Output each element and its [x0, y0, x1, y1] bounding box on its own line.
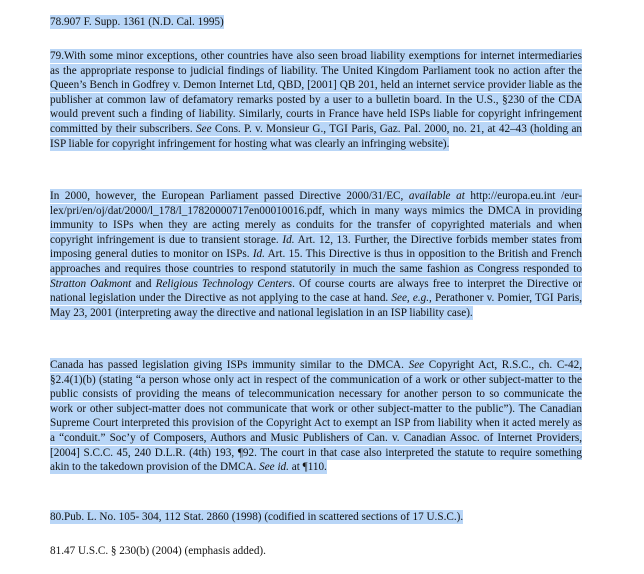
text-run: Art. 15. This Directive is thus in opposition to the British and French approaches and requires those countries to respond statutorily in much the same fashion as Congress responded to [50, 248, 582, 275]
paragraph-european-directive-text[interactable] [50, 189, 582, 320]
footnote-78 [50, 15, 582, 30]
text-run: and [131, 277, 156, 290]
italic-citation-text: See [196, 122, 212, 135]
footnote-80-text[interactable] [50, 510, 463, 524]
footnote-79-text[interactable] [50, 49, 582, 151]
footnote-81-text [50, 545, 266, 557]
text-run: In 2000, however, the European Parliament passed Directive 2000/31/EC, [50, 190, 409, 202]
footnote-79 [50, 49, 582, 151]
footnote-81 [50, 544, 582, 559]
italic-citation-text: Id. [282, 233, 295, 246]
italic-citation-text: See id. [259, 461, 289, 474]
italic-citation-text: Religious Technology Centers [155, 277, 293, 290]
italic-citation-text: available at [408, 190, 465, 202]
text-run: at ¶110. [288, 461, 327, 474]
italic-citation-text: See, e.g. [391, 292, 430, 305]
text-run: 79.With some minor exceptions, other countries have also seen broad liability exemptions for internet intermediaries as the appropriate response to judicial findings of liability. The United Kingdom Parliament took no action after the Queen’s Bench in Godfrey v. Demon Internet Ltd, QBD, [2001] QB 201, held an internet service provider liable as the publisher at common law of defamatory remarks posted by a user to a bulletin board. In the U.S., §230 of the CDA would prevent such a finding of liability. Similarly, courts in France have held ISPs liable for copyright infringement committed by their subscribers. [50, 50, 582, 135]
italic-citation-text: Stratton Oakmont [50, 277, 132, 290]
paragraph-canada-text[interactable] [50, 358, 582, 474]
text-run: Copyright Act, R.S.C., ch. C-42, §2.4(1)(b) (stating “a person whose only act in respect of the communication of a work or other subject-matter to the public consists of providing the means of telecommunication necessary for another person to so communicate the work or other subject-matter does not communicate that work or other subject-matter to the public”). The Canadian Supreme Court interpreted this provision of the Copyright Act to exempt an ISP from liability when it acted merely as a “conduit.” Soc’y of Composers, Authors and Music Publishers of Can. v. Canadian Assoc. of Internet Providers, [2004] S.C.C. 45, 240 D.L.R. (4th) 193, ¶92. The court in that case also interpreted the statute to require something akin to the takedown provision of the DMCA. [50, 359, 582, 474]
footnote-78-text[interactable] [50, 15, 224, 29]
text-run: http://europa.eu.int /eur-lex/pri/en/oj/dat/2000/l_178/l_17820000717en00010016.pdf, which in many ways mimics the DMCA in providing immunity to ISPs when they are acting merely as conduits for the transfer of copyrighted materials and when copyright infringement is due to transient storage. [50, 190, 582, 246]
footnote-80 [50, 510, 582, 525]
text-run: 81.47 U.S.C. § 230(b) (2004) (emphasis added). [50, 545, 266, 557]
italic-citation-text: See [408, 359, 425, 371]
text-run: Canada has passed legislation giving ISPs immunity similar to the DMCA. [50, 359, 409, 371]
paragraph-canada [50, 358, 582, 475]
italic-citation-text: Id. [252, 248, 265, 261]
paragraph-european-directive [50, 189, 582, 320]
text-run: , Perathoner v. Pomier, TGI Paris, May 23, 2001 (interpreting away the directive and national legislation in an ISP liability case). [50, 292, 582, 319]
text-run: 80.Pub. L. No. 105- 304, 112 Stat. 2860 (1998) (codified in scattered sections of 17 U.S.C.). [50, 511, 464, 523]
text-run: Cons. P. v. Monsieur G., TGI Paris, Gaz. Pal. 2000, no. 21, at 42–43 (holding an ISP liable for copyright infringement for hosting what was clearly an infringing website). [50, 122, 582, 150]
text-run: Art. 12, 13. Further, the Directive forbids member states from imposing general duties to monitor on ISPs. [50, 233, 582, 261]
text-run: . Of course courts are always free to interpret the Directive or national legislation under the Directive as not applying to the case at hand. [50, 277, 583, 305]
text-run: 78.907 F. Supp. 1361 (N.D. Cal. 1995) [50, 16, 224, 28]
